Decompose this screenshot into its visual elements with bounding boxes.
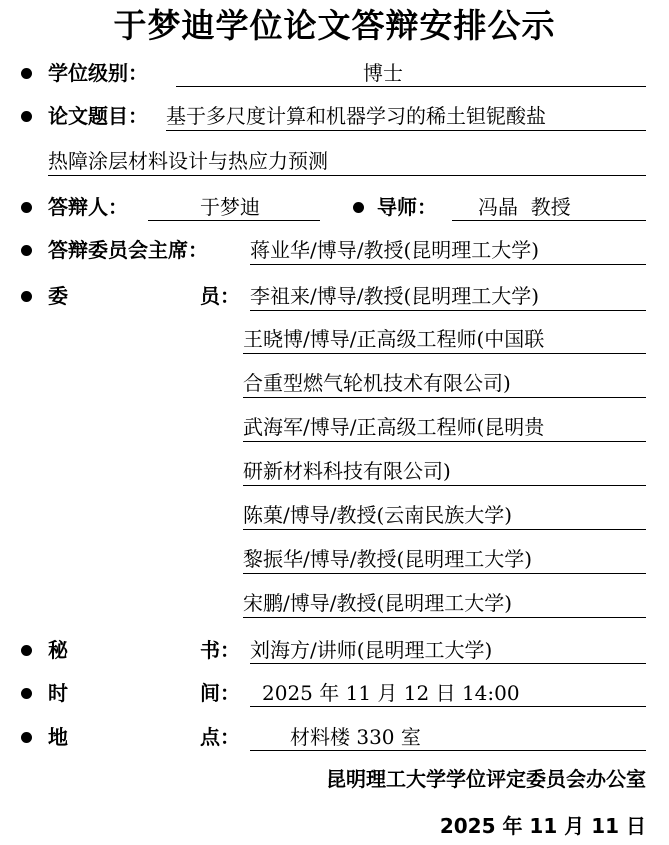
member-line: 李祖来/博导/教授(昆明理工大学) bbox=[250, 284, 540, 308]
member-underline bbox=[243, 353, 646, 354]
bullet-icon bbox=[21, 291, 32, 302]
member-underline bbox=[243, 529, 646, 530]
members-label-b: 员： bbox=[200, 284, 240, 308]
member-underline bbox=[243, 397, 646, 398]
issuer-office: 昆明理工大学学位评定委员会办公室 bbox=[326, 767, 646, 791]
member-line: 陈菓/博导/教授(云南民族大学) bbox=[243, 503, 513, 527]
secretary-value: 刘海方/讲师(昆明理工大学) bbox=[250, 638, 493, 662]
time-underline bbox=[250, 706, 646, 707]
secretary-underline bbox=[250, 663, 646, 664]
degree-underline bbox=[176, 86, 646, 87]
member-line: 合重型燃气轮机技术有限公司) bbox=[243, 371, 511, 395]
page-title: 于梦迪学位论文答辩安排公示 bbox=[113, 6, 556, 45]
secretary-label-b: 书： bbox=[200, 638, 240, 662]
place-underline bbox=[250, 750, 646, 751]
member-underline bbox=[243, 573, 646, 574]
secretary-label-a: 秘 bbox=[48, 638, 68, 662]
issue-date: 2025 年 11 月 11 日 bbox=[439, 814, 646, 838]
bullet-icon bbox=[21, 68, 32, 79]
degree-label: 学位级别： bbox=[48, 61, 148, 85]
bullet-icon bbox=[21, 732, 32, 743]
thesis-title-line-2: 热障涂层材料设计与热应力预测 bbox=[48, 149, 328, 173]
bullet-icon bbox=[21, 111, 32, 122]
time-label-a: 时 bbox=[48, 681, 68, 705]
place-value: 材料楼 330 室 bbox=[290, 725, 421, 749]
bullet-icon bbox=[21, 645, 32, 656]
thesis-underline-1 bbox=[166, 130, 646, 131]
bullet-icon bbox=[21, 202, 32, 213]
member-underline bbox=[250, 310, 646, 311]
thesis-title-line-1: 基于多尺度计算和机器学习的稀土钽铌酸盐 bbox=[166, 104, 546, 128]
defender-underline bbox=[148, 220, 320, 221]
bullet-icon bbox=[21, 245, 32, 256]
chair-label: 答辩委员会主席： bbox=[48, 238, 208, 262]
member-line: 宋鹏/博导/教授(昆明理工大学) bbox=[243, 591, 513, 615]
defender-label: 答辩人： bbox=[48, 195, 128, 219]
member-line: 黎振华/博导/教授(昆明理工大学) bbox=[243, 547, 533, 571]
members-label-a: 委 bbox=[48, 284, 68, 308]
advisor-value: 冯晶 教授 bbox=[478, 195, 571, 219]
chair-value: 蒋业华/博导/教授(昆明理工大学) bbox=[250, 238, 540, 262]
member-underline bbox=[243, 617, 646, 618]
thesis-underline-2 bbox=[48, 175, 646, 176]
member-line: 王晓博/博导/正高级工程师(中国联 bbox=[243, 327, 545, 351]
member-line: 研新材料科技有限公司) bbox=[243, 459, 451, 483]
degree-value: 博士 bbox=[363, 61, 403, 85]
place-label-a: 地 bbox=[48, 725, 68, 749]
place-label-b: 点： bbox=[200, 725, 240, 749]
defender-value: 于梦迪 bbox=[200, 195, 260, 219]
member-line: 武海军/博导/正高级工程师(昆明贵 bbox=[243, 415, 545, 439]
time-label-b: 间： bbox=[200, 681, 240, 705]
time-value: 2025 年 11 月 12 日 14:00 bbox=[262, 681, 520, 705]
thesis-label: 论文题目： bbox=[48, 104, 148, 128]
chair-underline bbox=[250, 264, 646, 265]
advisor-label: 导师： bbox=[377, 195, 437, 219]
member-underline bbox=[243, 441, 646, 442]
bullet-icon bbox=[353, 202, 364, 213]
member-underline bbox=[243, 485, 646, 486]
bullet-icon bbox=[21, 688, 32, 699]
advisor-underline bbox=[452, 220, 646, 221]
